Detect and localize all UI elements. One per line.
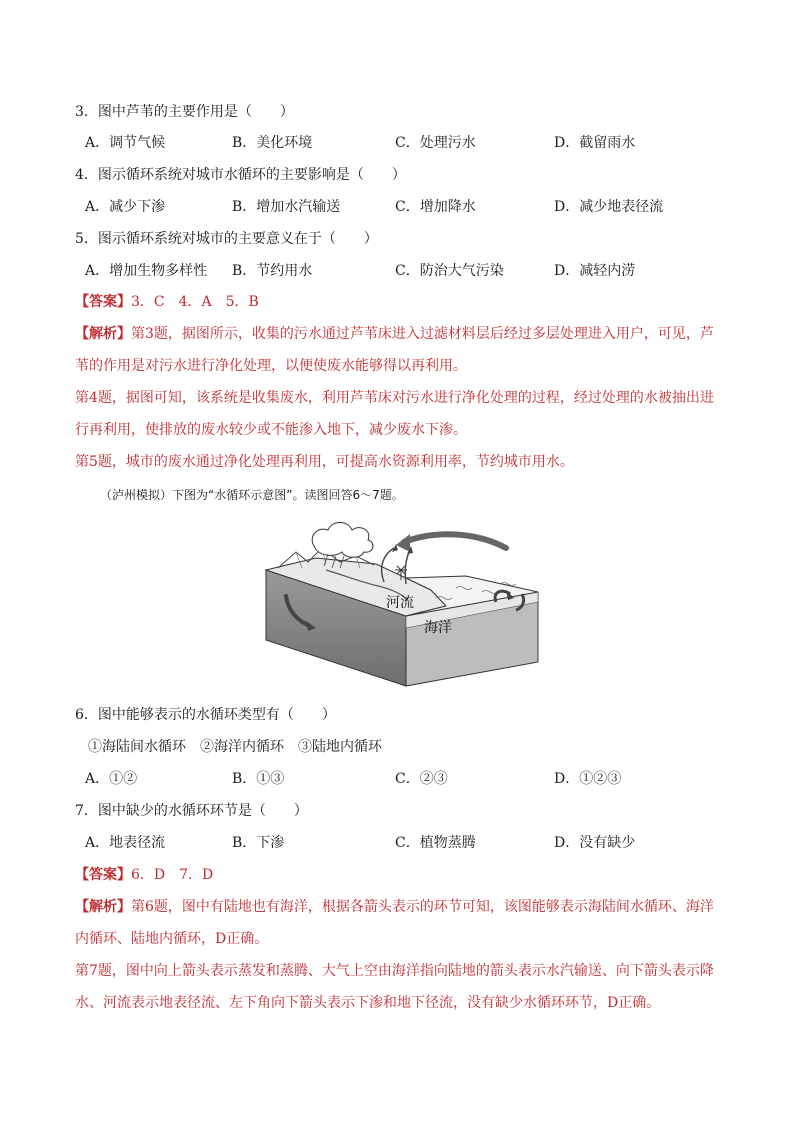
q6-option-d: D．①②③: [554, 771, 622, 787]
analysis-block-2: [75, 891, 723, 1019]
analysis-paragraph: 第5题，城市的废水通过净化处理再利用，可提高水资源利用率，节约城市用水。: [75, 454, 574, 470]
q5-stem: 5．图示循环系统对城市的主要意义在于（ ）: [75, 231, 378, 247]
q4-stem: 4．图示循环系统对城市水循环的主要影响是（ ）: [75, 167, 406, 183]
cloud-icon: [312, 523, 373, 558]
vapor-transport-arrow: [404, 534, 506, 548]
q7-option-c: C．植物蒸腾: [395, 835, 476, 851]
q5-option-d: D．减轻内涝: [554, 263, 636, 279]
q3-option-a: A．调节气候: [85, 135, 166, 151]
q6-stem: 6．图中能够表示的水循环类型有（ ）: [75, 707, 336, 723]
answer-text: 3．C 4．A 5．B: [131, 294, 259, 310]
analysis-paragraph: [75, 891, 723, 955]
analysis-paragraph: 第7题，图中向上箭头表示蒸发和蒸腾、大气上空由海洋指向陆地的箭头表示水汽输送、向下箭头表示降水、河流表示地表径流、左下角向下箭头表示下渗和地下径流，没有缺少水循环环节，D正确。: [75, 963, 714, 1011]
answer-block-2: [75, 865, 213, 885]
analysis-paragraph: 第4题，据图可知，该系统是收集废水，利用芦苇床对污水进行净化处理的过程，经过处理的水被抽出进行再利用，使排放的废水较少或不能渗入地下，减少废水下渗。: [75, 390, 714, 438]
q7-option-a: A．地表径流: [85, 835, 166, 851]
q5-option-a: A．增加生物多样性: [85, 263, 208, 279]
q4-option-a: A．减少下渗: [85, 199, 166, 215]
q4-option-c: C．增加降水: [395, 199, 476, 215]
analysis-label: 【解析】: [75, 326, 131, 342]
answer-text: 6．D 7．D: [131, 867, 214, 883]
answer-block-1: [75, 292, 259, 312]
analysis-text: 第3题，据图所示，收集的污水通过芦苇床进入过滤材料层后经过多层处理进入用户，可见，芦苇的作用是对污水进行净化处理，以便使废水能够得以再利用。: [75, 326, 714, 374]
q6-option-a: A．①②: [85, 771, 138, 787]
analysis-block-1: [75, 318, 723, 478]
figure-intro: [100, 486, 404, 504]
vapor-arrowhead: [396, 534, 410, 552]
answer-label: 【答案】: [75, 294, 131, 310]
q4-option-d: D．减少地表径流: [554, 199, 664, 215]
q7-option-d: D．没有缺少: [554, 835, 636, 851]
intro-source: （泸州模拟）: [100, 488, 173, 502]
analysis-paragraph: [75, 318, 723, 382]
q7-option-b: B．下渗: [232, 835, 285, 851]
river-label: 河流: [386, 595, 414, 611]
analysis-text: 第6题，图中有陆地也有海洋，根据各箭头表示的环节可知，该图能够表示海陆间水循环、海洋内循环、陆地内循环，D正确。: [75, 899, 714, 947]
q7-stem: 7．图中缺少的水循环环节是（ ）: [75, 803, 308, 819]
q6-option-c: C．②③: [395, 771, 448, 787]
q5-option-c: C．防治大气污染: [395, 263, 504, 279]
q3-option-c: C．处理污水: [395, 135, 476, 151]
answer-label: 【答案】: [75, 867, 131, 883]
q3-option-b: B．美化环境: [232, 135, 313, 151]
water-cycle-figure: [256, 518, 546, 688]
q4-option-b: B．增加水汽输送: [232, 199, 341, 215]
q3-stem: 3．图中芦苇的主要作用是（ ）: [75, 104, 294, 120]
analysis-label: 【解析】: [75, 899, 131, 915]
q6-option-b: B．①③: [232, 771, 285, 787]
q3-option-d: D．截留雨水: [554, 135, 636, 151]
intro-text: 下图为“水循环示意图”。读图回答6～7题。: [172, 488, 404, 502]
ocean-label: 海洋: [424, 620, 452, 636]
q6-items: ①海陆间水循环 ②海洋内循环 ③陆地内循环: [88, 739, 382, 755]
q5-option-b: B．节约用水: [232, 263, 313, 279]
